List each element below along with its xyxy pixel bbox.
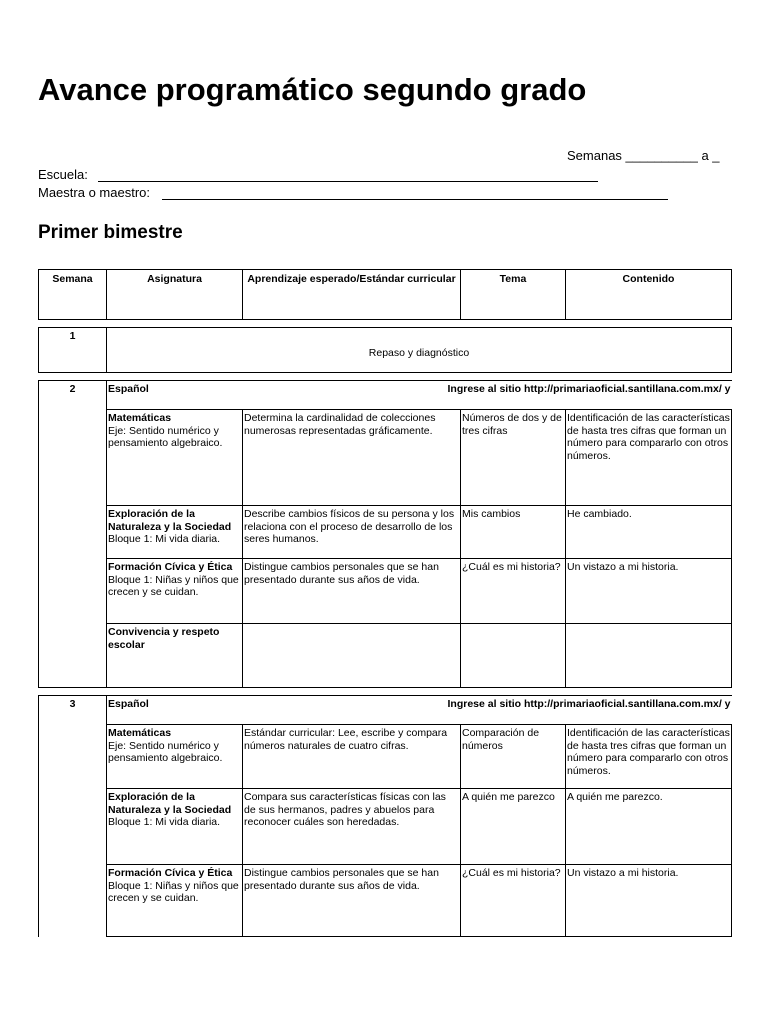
header-semana: Semana (39, 270, 107, 320)
tema-cell: A quién me parezco (461, 789, 566, 865)
tema-cell: Comparación de números (461, 725, 566, 789)
subject-axis: Bloque 1: Niñas y niños que crecen y se cuidan. (108, 879, 239, 904)
subject-cell (107, 506, 243, 559)
subject-cell (107, 865, 243, 937)
table-header-row (39, 270, 732, 320)
page-title: Avance programático segundo grado (38, 72, 587, 107)
maestra-blank-line (162, 199, 668, 200)
table-row (39, 381, 732, 410)
table-row (39, 865, 732, 937)
contenido-cell: Identificación de las características de hasta tres cifras que forman un número para compararlo con otros números. (566, 725, 732, 789)
tema-cell: ¿Cuál es mi historia? (461, 559, 566, 624)
aprendizaje-cell: Determina la cardinalidad de colecciones numerosas representadas gráficamente. (243, 410, 461, 506)
subject-axis: Bloque 1: Mi vida diaria. (108, 533, 221, 545)
table-row (39, 328, 732, 373)
table-row (39, 410, 732, 506)
aprendizaje-cell: Estándar curricular: Lee, escribe y compara números naturales de cuatro cifras. (243, 725, 461, 789)
week-number: 3 (39, 696, 107, 937)
header-contenido: Contenido (566, 270, 732, 320)
schedule-table (38, 269, 732, 937)
contenido-cell: He cambiado. (566, 506, 732, 559)
subject-cell (107, 789, 243, 865)
subject-axis: Bloque 1: Niñas y niños que crecen y se cuidan. (108, 573, 239, 598)
tema-cell: Mis cambios (461, 506, 566, 559)
table-row (39, 696, 732, 725)
subject-cell (107, 410, 243, 506)
week-number: 2 (39, 381, 107, 688)
site-notice: Ingrese al sitio http://primariaoficial.santillana.com.mx/ y (243, 381, 732, 410)
tema-cell: ¿Cuál es mi historia? (461, 865, 566, 937)
table-row (39, 624, 732, 688)
table-row (39, 725, 732, 789)
table-row (39, 559, 732, 624)
header-tema: Tema (461, 270, 566, 320)
espanol-label: Español (107, 381, 243, 410)
contenido-cell (566, 624, 732, 688)
escuela-blank-line (98, 181, 598, 182)
subject-cell (107, 624, 243, 688)
week1-description: Repaso y diagnóstico (107, 328, 732, 373)
semanas-line: Semanas __________ a _ (567, 148, 720, 163)
table-row (39, 506, 732, 559)
tema-cell (461, 624, 566, 688)
subject-title: Exploración de la Naturaleza y la Sociedad (108, 791, 232, 816)
subject-axis: Eje: Sentido numérico y pensamiento algebraico. (108, 739, 223, 764)
aprendizaje-cell: Describe cambios físicos de su persona y los relaciona con el proceso de desarrollo de los seres humanos. (243, 506, 461, 559)
table-row (39, 789, 732, 865)
subject-title: Formación Cívica y Ética (108, 867, 233, 879)
subject-cell (107, 559, 243, 624)
subject-title: Convivencia y respeto escolar (108, 626, 220, 651)
contenido-cell: Un vistazo a mi historia. (566, 559, 732, 624)
subject-title: Formación Cívica y Ética (108, 561, 233, 573)
subject-axis: Eje: Sentido numérico y pensamiento algebraico. (108, 424, 223, 449)
header-asignatura: Asignatura (107, 270, 243, 320)
aprendizaje-cell: Distingue cambios personales que se han presentado durante sus años de vida. (243, 865, 461, 937)
contenido-cell: Identificación de las características de hasta tres cifras que forman un número para compararlo con otros números. (566, 410, 732, 506)
subject-title: Matemáticas (108, 727, 172, 739)
subject-axis: Bloque 1: Mi vida diaria. (108, 816, 221, 828)
escuela-label: Escuela: (38, 167, 88, 182)
contenido-cell: Un vistazo a mi historia. (566, 865, 732, 937)
aprendizaje-cell (243, 624, 461, 688)
subject-title: Matemáticas (108, 412, 172, 424)
espanol-label: Español (107, 696, 243, 725)
aprendizaje-cell: Distingue cambios personales que se han presentado durante sus años de vida. (243, 559, 461, 624)
contenido-cell: A quién me parezco. (566, 789, 732, 865)
section-title: Primer bimestre (38, 222, 183, 243)
maestra-label: Maestra o maestro: (38, 185, 150, 200)
tema-cell: Números de dos y de tres cifras (461, 410, 566, 506)
site-notice: Ingrese al sitio http://primariaoficial.santillana.com.mx/ y (243, 696, 732, 725)
week-number: 1 (39, 328, 107, 373)
subject-title: Exploración de la Naturaleza y la Sociedad (108, 508, 232, 533)
subject-cell (107, 725, 243, 789)
header-aprendizaje: Aprendizaje esperado/Estándar curricular (243, 270, 461, 320)
aprendizaje-cell: Compara sus características físicas con las de sus hermanos, padres y abuelos para reconocer cuáles son heredadas. (243, 789, 461, 865)
